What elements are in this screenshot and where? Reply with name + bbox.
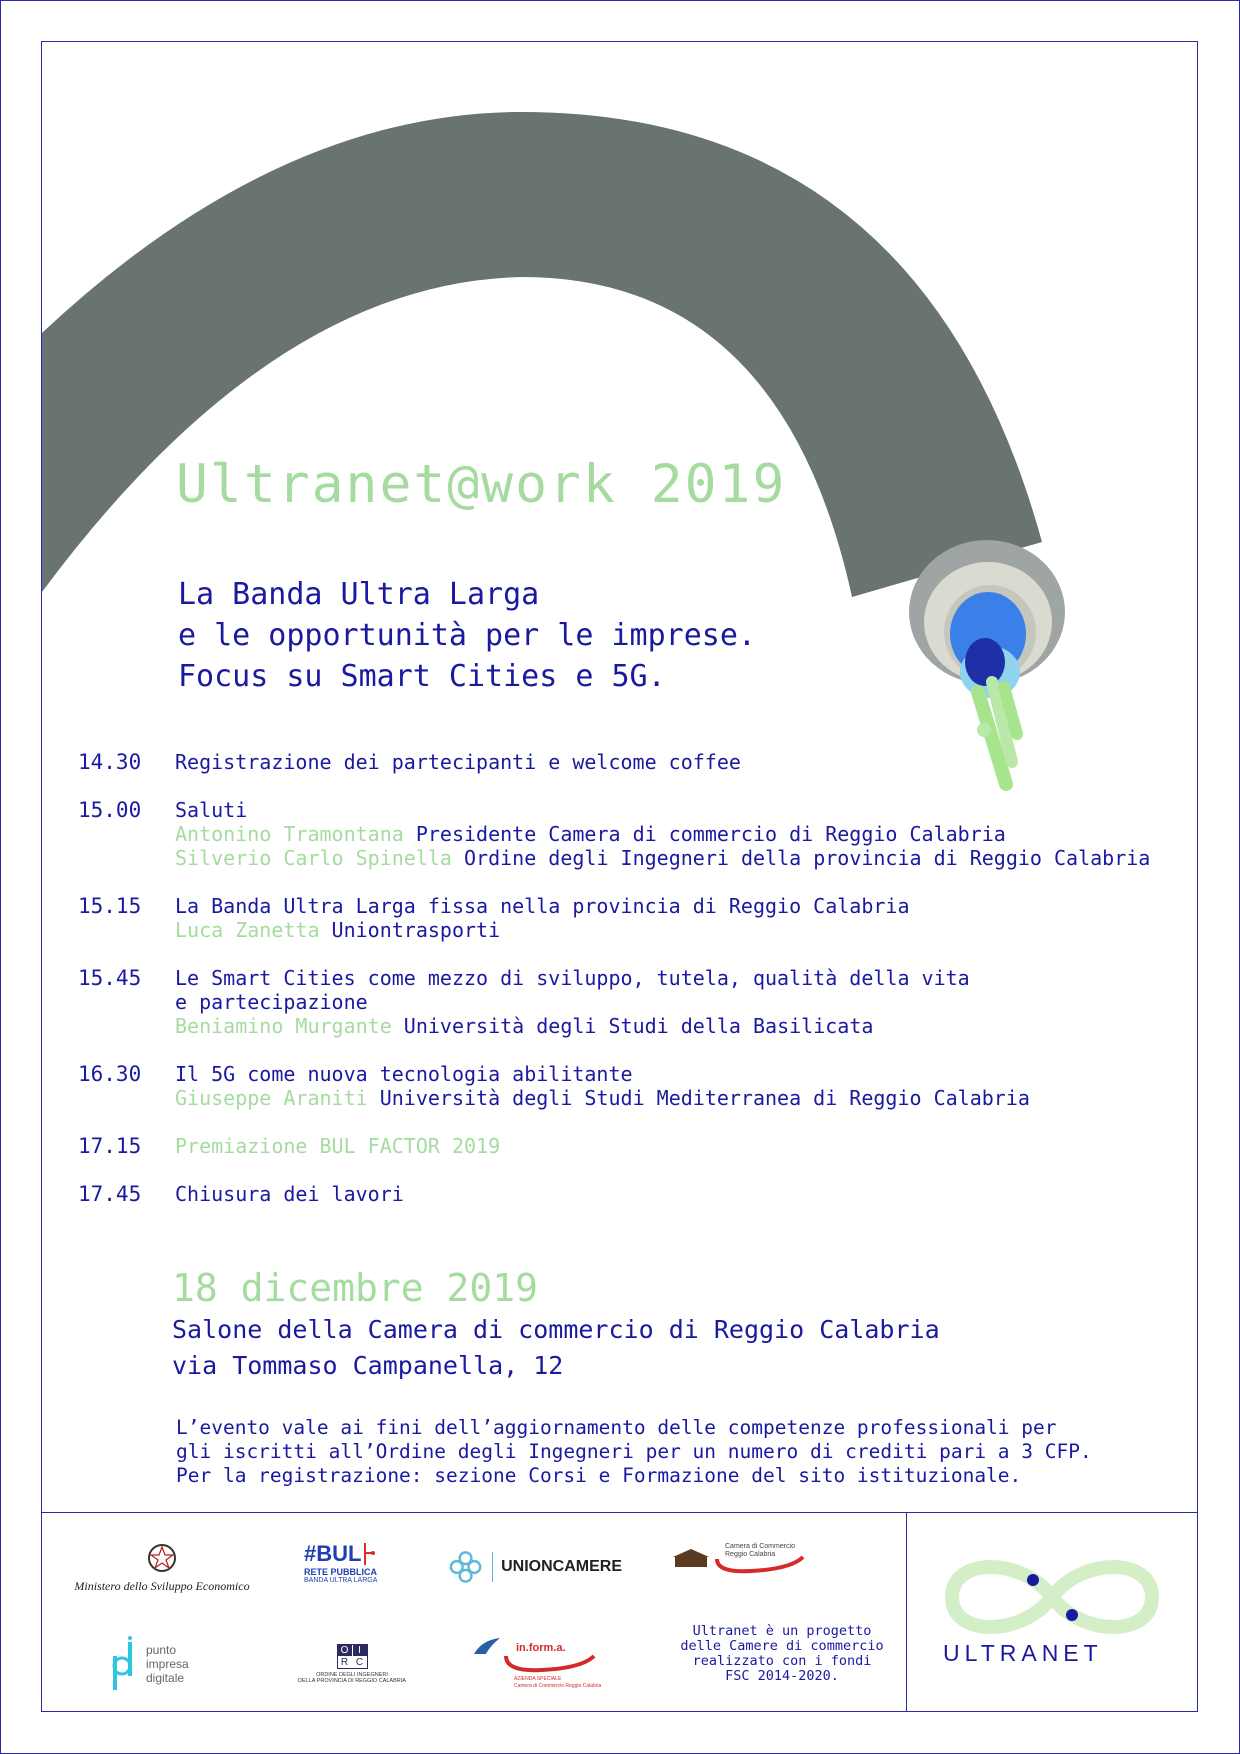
- speaker-name: Giuseppe Araniti: [175, 1086, 368, 1110]
- mise-name: Ministero dello Sviluppo Economico: [74, 1578, 250, 1593]
- agenda-line: [175, 1014, 1150, 1038]
- flag-icon: [472, 1636, 502, 1656]
- bul-line2: BANDA ULTRA LARGA: [304, 1576, 378, 1584]
- event-venue: [172, 1312, 940, 1384]
- agenda-line: La Banda Ultra Larga fissa nella provincia di Reggio Calabria: [175, 894, 910, 918]
- event-subtitle: [178, 574, 756, 697]
- mise-logo: [62, 1532, 262, 1602]
- unioncamere-logo: [447, 1547, 622, 1587]
- cfp-note: [176, 1416, 1092, 1488]
- agenda-time: 15.00: [78, 798, 142, 822]
- agenda-item: [78, 966, 1150, 1062]
- informa-logo: [472, 1634, 602, 1694]
- agenda-item: [78, 894, 1150, 966]
- cable-arc: [42, 112, 1042, 597]
- pid-logo: [110, 1636, 230, 1692]
- agenda-line: [175, 1086, 1150, 1110]
- agenda-time: 15.45: [78, 966, 142, 990]
- speaker-name: Luca Zanetta: [175, 918, 320, 942]
- red-swoosh-icon: [711, 1537, 807, 1581]
- agenda-time: 14.30: [78, 750, 142, 774]
- project-note-line: realizzato con i fondi: [692, 1653, 872, 1669]
- agenda-time: 17.15: [78, 1134, 142, 1158]
- bul-logo: [304, 1532, 394, 1592]
- poster-frame: [41, 41, 1198, 1712]
- footer-column-divider: [906, 1512, 907, 1712]
- knot-icon: [447, 1548, 484, 1586]
- agenda-line: [175, 846, 1150, 870]
- agenda-time: 17.45: [78, 1182, 142, 1206]
- speaker-name: Beniamino Murgante: [175, 1014, 392, 1038]
- speaker-affiliation: Uniontrasporti: [331, 918, 501, 942]
- agenda-line: [175, 918, 1150, 942]
- circuit-icon: [361, 1541, 375, 1567]
- agenda-line: Premiazione BUL FACTOR 2019: [175, 1134, 501, 1158]
- informa-line1: AZIENDA SPECIALE: [514, 1676, 562, 1682]
- agenda-item: [78, 1134, 1150, 1182]
- speaker-affiliation: Università degli Studi Mediterranea di Reggio Calabria: [379, 1086, 1030, 1110]
- oirc-letter: I: [353, 1645, 367, 1656]
- speaker-name: Antonino Tramontana: [175, 822, 404, 846]
- agenda-item: [78, 750, 1150, 798]
- pid-line2: impresa: [146, 1657, 189, 1671]
- agenda-item: [78, 1062, 1150, 1134]
- agenda-line: e partecipazione: [175, 990, 368, 1014]
- unioncamere-name: UNIONCAMERE: [501, 1558, 622, 1575]
- informa-line2: Camera di Commercio Reggio Calabria: [514, 1683, 602, 1689]
- bul-mark: #BUL: [304, 1540, 362, 1566]
- agenda-line: Il 5G come nuova tecnologia abilitante: [175, 1062, 633, 1086]
- project-note-line: delle Camere di commercio: [680, 1638, 884, 1654]
- oirc-letter: C: [353, 1657, 367, 1668]
- agenda: [78, 750, 1150, 1212]
- venue-line: via Tommaso Campanella, 12: [172, 1351, 564, 1380]
- pid-line3: digitale: [146, 1671, 185, 1685]
- pid-icon: [110, 1636, 140, 1692]
- note-line: Per la registrazione: sezione Corsi e Formazione del sito istituzionale.: [176, 1464, 1022, 1487]
- subtitle-line: La Banda Ultra Larga: [178, 577, 540, 612]
- event-title: Ultranet@work 2019: [176, 454, 787, 515]
- speaker-name: Silverio Carlo Spinella: [175, 846, 452, 870]
- agenda-line: Saluti: [175, 798, 248, 822]
- subtitle-line: Focus su Smart Cities e 5G.: [178, 659, 666, 694]
- agenda-item: [78, 798, 1150, 894]
- camera-rc-line2: Reggio Calabria: [725, 1551, 776, 1558]
- project-note-line: FSC 2014-2020.: [725, 1668, 839, 1684]
- emblem-icon: [145, 1541, 179, 1575]
- venue-line: Salone della Camera di commercio di Reggio Calabria: [172, 1315, 940, 1344]
- oirc-line2: DELLA PROVINCIA DI REGGIO CALABRIA: [298, 1678, 406, 1684]
- camera-rc-line1: Camera di Commercio: [725, 1543, 796, 1550]
- event-date: 18 dicembre 2019: [172, 1266, 539, 1310]
- oirc-letter: O: [338, 1645, 352, 1656]
- oirc-line1: ORDINE DEGLI INGEGNERI: [316, 1672, 388, 1678]
- agenda-time: 16.30: [78, 1062, 142, 1086]
- speaker-affiliation: Università degli Studi della Basilicata: [403, 1014, 874, 1038]
- cable-core-dark: [965, 638, 1005, 686]
- note-line: L’evento vale ai fini dell’aggiornamento delle competenze professionali per: [176, 1416, 1057, 1439]
- oirc-letter: R: [338, 1657, 352, 1668]
- speaker-affiliation: Presidente Camera di commercio di Reggio Calabria: [415, 822, 1006, 846]
- project-note-line: Ultranet è un progetto: [692, 1623, 872, 1639]
- note-line: gli iscritti all’Ordine degli Ingegneri per un numero di crediti pari a 3 CFP.: [176, 1440, 1092, 1463]
- building-icon: [671, 1547, 711, 1571]
- infinity-icon: [932, 1552, 1172, 1642]
- agenda-item: [78, 1182, 1150, 1212]
- oirc-logo: [292, 1634, 412, 1694]
- agenda-line: Registrazione dei partecipanti e welcome coffee: [175, 750, 741, 774]
- agenda-line: Chiusura dei lavori: [175, 1182, 404, 1206]
- camera-rc-logo: [669, 1534, 809, 1584]
- subtitle-line: e le opportunità per le imprese.: [178, 618, 756, 653]
- informa-name: in.form.a.: [516, 1642, 566, 1654]
- agenda-line: Le Smart Cities come mezzo di sviluppo, tutela, qualità della vita: [175, 966, 970, 990]
- footer-divider: [42, 1512, 1198, 1513]
- ultranet-wordmark: ULTRANET: [943, 1640, 1103, 1666]
- pid-line1: punto: [146, 1643, 177, 1657]
- speaker-affiliation: Ordine degli Ingegneri della provincia di Reggio Calabria: [464, 846, 1151, 870]
- agenda-time: 15.15: [78, 894, 142, 918]
- agenda-line: [175, 822, 1150, 846]
- project-note: [667, 1624, 897, 1684]
- bul-line1: RETE PUBBLICA: [304, 1566, 378, 1577]
